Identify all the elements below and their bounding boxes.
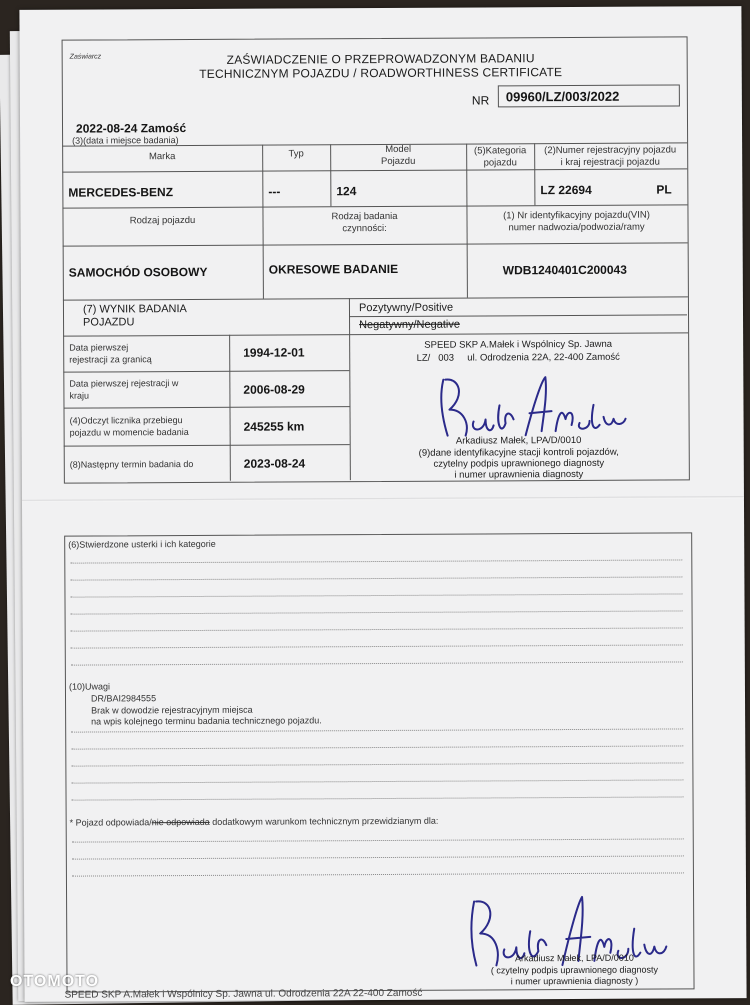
typ-label: Typ: [288, 148, 304, 160]
marka-label: Marka: [148, 151, 176, 163]
detail-value: 2023-08-24: [243, 456, 306, 471]
detail-label: (8)Następny termin badania do: [69, 458, 194, 470]
result-label: (7) WYNIK BADANIA POJAZDU: [82, 303, 187, 329]
rodzaj-badania-value: OKRESOWE BADANIE: [268, 261, 399, 277]
rodzaj-pojazdu-label: Rodzaj pojazdu: [129, 214, 196, 227]
typ-value: ---: [268, 184, 281, 199]
bottom-signature-caption: i numer uprawnienia diagnosty ): [510, 975, 639, 987]
kraj-value: PL: [656, 182, 672, 197]
station-signature-image: [429, 365, 629, 446]
certificate-title-line-1: ZAŚWIADCZENIE O PRZEPROWADZONYM BADANIU: [226, 51, 535, 67]
vin-label: (1) Nr identyfikacyjny pojazdu(VIN) numer nadwozia/podwozia/ramy: [503, 209, 650, 234]
rodzaj-badania-label: Rodzaj badania czynności:: [331, 210, 398, 235]
date-place-label: (3)(data i miejsce badania): [72, 135, 179, 146]
model-label: Model Pojazdu: [381, 143, 416, 168]
station-caption: (9)dane identyfikacyjne stacji kontroli pojazdów,: [418, 446, 619, 459]
nr-label: NR: [471, 93, 490, 108]
conformity-statement: * Pojazd odpowiada/nie odpowiada dodatkowym warunkom technicznym przewidzianym dla:: [69, 815, 439, 828]
remarks-label: (10)Uwagi: [68, 681, 110, 692]
bottom-signature-caption: ( czytelny podpis uprawnionego diagnosty: [490, 964, 659, 976]
detail-label: (4)Odczyt licznika przebiegu pojazdu w momencie badania: [69, 415, 189, 438]
detail-label: Data pierwszej rejestracji w kraju: [69, 378, 179, 401]
station-address: LZ/ 003 ul. Odrodzenia 22A, 22-400 Zamość: [416, 351, 620, 364]
certificate-number: 09960/LZ/003/2022: [505, 88, 620, 105]
model-value: 124: [336, 184, 357, 199]
station-caption: czytelny podpis uprawnionego diagnosty: [433, 457, 605, 470]
station-diagnostician: Arkadiusz Małek, LPA/D/0010: [455, 434, 582, 447]
nr-rejestracyjny-value: LZ 22694: [540, 182, 592, 198]
remarks-line: Brak w dowodzie rejestracyjnym miejsca: [91, 704, 253, 716]
kategoria-label: (5)Kategoria pojazdu: [473, 145, 527, 169]
nr-rejestracyjny-label: (2)Numer rejestracyjny pojazdu i kraj rejestracji pojazdu: [544, 144, 677, 169]
defects-label: (6)Stwierdzone usterki i ich kategorie: [68, 538, 216, 550]
date-place-value: 2022-08-24 Zamość: [75, 121, 187, 136]
remarks-line: DR/BAI2984555: [90, 693, 157, 704]
vin-value: WDB1240401C200043: [502, 262, 627, 278]
certificate-title-line-2: TECHNICZNYM POJAZDU / ROADWORTHINESS CERTIFICATE: [199, 65, 563, 81]
certificate-page: [19, 6, 746, 1002]
result-positive: Pozytywny/Positive: [358, 301, 454, 315]
remarks-line: na wpis kolejnego terminu badania technicznego pojazdu.: [91, 715, 322, 727]
bottom-signature-name: Arkadiusz Małek, LPA/D/0010: [514, 952, 634, 964]
paper-fold: [22, 496, 744, 502]
detail-value: 2006-08-29: [243, 382, 305, 397]
marka-value: MERCEDES-BENZ: [68, 185, 174, 200]
detail-label: Data pierwszej rejestracji za granicą: [69, 342, 152, 365]
station-name: SPEED SKP A.Małek i Wspólnicy Sp. Jawna: [424, 338, 613, 351]
detail-value: 245255 km: [243, 419, 305, 434]
result-negative: Negatywny/Negative: [359, 318, 460, 332]
rodzaj-pojazdu-value: SAMOCHÓD OSOBOWY: [68, 264, 208, 280]
tiny-mark: Zaświarcz: [69, 53, 102, 61]
station-caption: i numer uprawnienia diagnosty: [454, 468, 584, 481]
otomoto-watermark: OTOMOTO: [10, 973, 100, 990]
detail-value: 1994-12-01: [243, 345, 305, 360]
footer-stamp: SPEED SKP A.Małek i Wspólnicy Sp. Jawna ul. Odrodzenia 22A 22-400 Zamość: [64, 987, 423, 1001]
